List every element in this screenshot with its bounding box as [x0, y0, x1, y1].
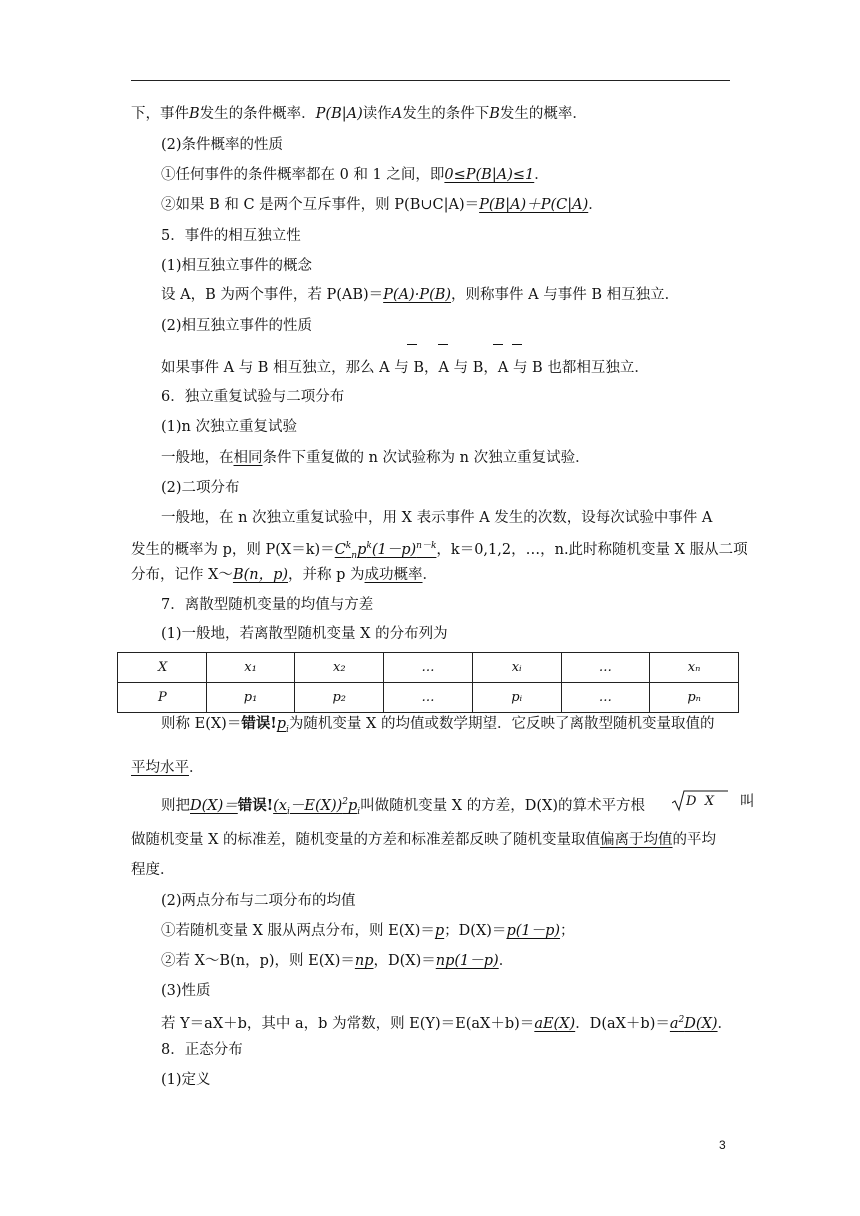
text-line-21: 则把D(X)＝错误$!(x_i-E(X))^2p_i$叫做随机变量 X 的方差，D(X)的算术平方根: [161, 796, 645, 817]
table-cell: …: [384, 683, 473, 713]
section-heading-8: 8．正态分布: [161, 1042, 243, 1058]
table-cell: P: [118, 683, 207, 713]
text-line-14: 一般地，在 n 次独立重复试验中，用 X 表示事件 A 发生的次数，设每次试验中事件 A: [161, 510, 713, 526]
header-rule: [131, 80, 730, 81]
text-line-9: 如果事件 A 与 B 相互独立，那么 A 与 B，A 与 B，A 与 B 也都相互独立．: [161, 360, 649, 376]
distribution-table: [117, 652, 739, 713]
text-line-15: 发生的概率为 p，则 $P(X=k)=C^k_np^k(1-p)^{n-k}$，k＝0,1,2，…，n.此时称随机变量 X 服从二项: [131, 541, 748, 561]
text-line-21-tail: 叫: [740, 794, 755, 810]
sqrt-content: D X: [686, 794, 714, 809]
table-cell: pᵢ: [472, 683, 561, 713]
table-cell: p₁: [206, 683, 295, 713]
table-cell: …: [561, 683, 650, 713]
text-line-26: ②若 X～B(n，p)，则 E(X)＝np，D(X)＝np(1－p)．: [161, 953, 514, 969]
table-cell: xᵢ: [472, 653, 561, 683]
text-line-22: 做随机变量 X 的标准差，随机变量的方差和标准差都反映了随机变量取值偏离于均值的平均: [131, 832, 717, 848]
table-cell: p₂: [295, 683, 384, 713]
section-heading-6: 6．独立重复试验与二项分布: [161, 389, 345, 405]
text-line-24: (2)两点分布与二项分布的均值: [161, 893, 356, 909]
text-line-6: (1)相互独立事件的概念: [161, 258, 313, 274]
text-line-25: ①若随机变量 X 服从两点分布，则 E(X)＝p；D(X)＝p(1－p)；: [161, 923, 575, 939]
table-cell: xₙ: [650, 653, 739, 683]
text-line-12: 一般地，在相同条件下重复做的 n 次试验称为 n 次独立重复试验．: [161, 450, 590, 466]
text-line-7: 设 A，B 为两个事件，若 P(AB)＝P(A)·P(B)，则称事件 A 与事件 B 相互独立．: [161, 287, 680, 303]
text-line-16: 分布，记作 X～B(n，p)，并称 p 为成功概率．: [131, 567, 438, 583]
section-heading-5: 5．事件的相互独立性: [161, 228, 301, 244]
section-heading-7: 7．离散型随机变量的均值与方差: [161, 597, 374, 613]
table-row: [118, 653, 739, 683]
complement-bar-3: [493, 344, 503, 345]
table-cell: X: [118, 653, 207, 683]
table-cell: …: [384, 653, 473, 683]
table-cell: pₙ: [650, 683, 739, 713]
text-line-23: 程度．: [131, 862, 175, 878]
table-cell: …: [561, 653, 650, 683]
table-row: [118, 683, 739, 713]
text-line-19: 则称 E(X)＝错误$!p_i$为随机变量 X 的均值或数学期望．它反映了离散型随机变量取值的: [161, 715, 715, 735]
text-line-13: (2)二项分布: [161, 480, 240, 496]
complement-bar-2: [438, 344, 448, 345]
complement-bar-4: [512, 344, 522, 345]
text-line-20: 平均水平．: [131, 760, 204, 776]
text-line-30: (1)定义: [161, 1072, 211, 1088]
text-line-4: ②如果 B 和 C 是两个互斥事件，则 P(B∪C|A)＝P(B|A)＋P(C|A)．: [161, 197, 603, 213]
text-line-28: 若 Y＝aX＋b，其中 a，b 为常数，则 E(Y)＝E(aX＋b)＝aE(X)．$D(aX+b)=a^2D(X)$．: [161, 1015, 733, 1032]
text-line-1: 下，事件B发生的条件概率．P(B|A)读作A发生的条件下B发生的概率．: [131, 106, 587, 122]
text-line-18: (1)一般地，若离散型随机变量 X 的分布列为: [161, 626, 448, 642]
text-line-27: (3)性质: [161, 983, 211, 999]
text-line-8: (2)相互独立事件的性质: [161, 318, 313, 334]
table-cell: x₁: [206, 653, 295, 683]
table-cell: x₂: [295, 653, 384, 683]
text-line-3: ①任何事件的条件概率都在 0 和 1 之间，即0≤P(B|A)≤1．: [161, 167, 549, 183]
text-line-11: (1)n 次独立重复试验: [161, 419, 297, 435]
page-number: 3: [719, 1138, 726, 1152]
text-line-2: (2)条件概率的性质: [161, 137, 284, 153]
complement-bar-1: [407, 344, 417, 345]
